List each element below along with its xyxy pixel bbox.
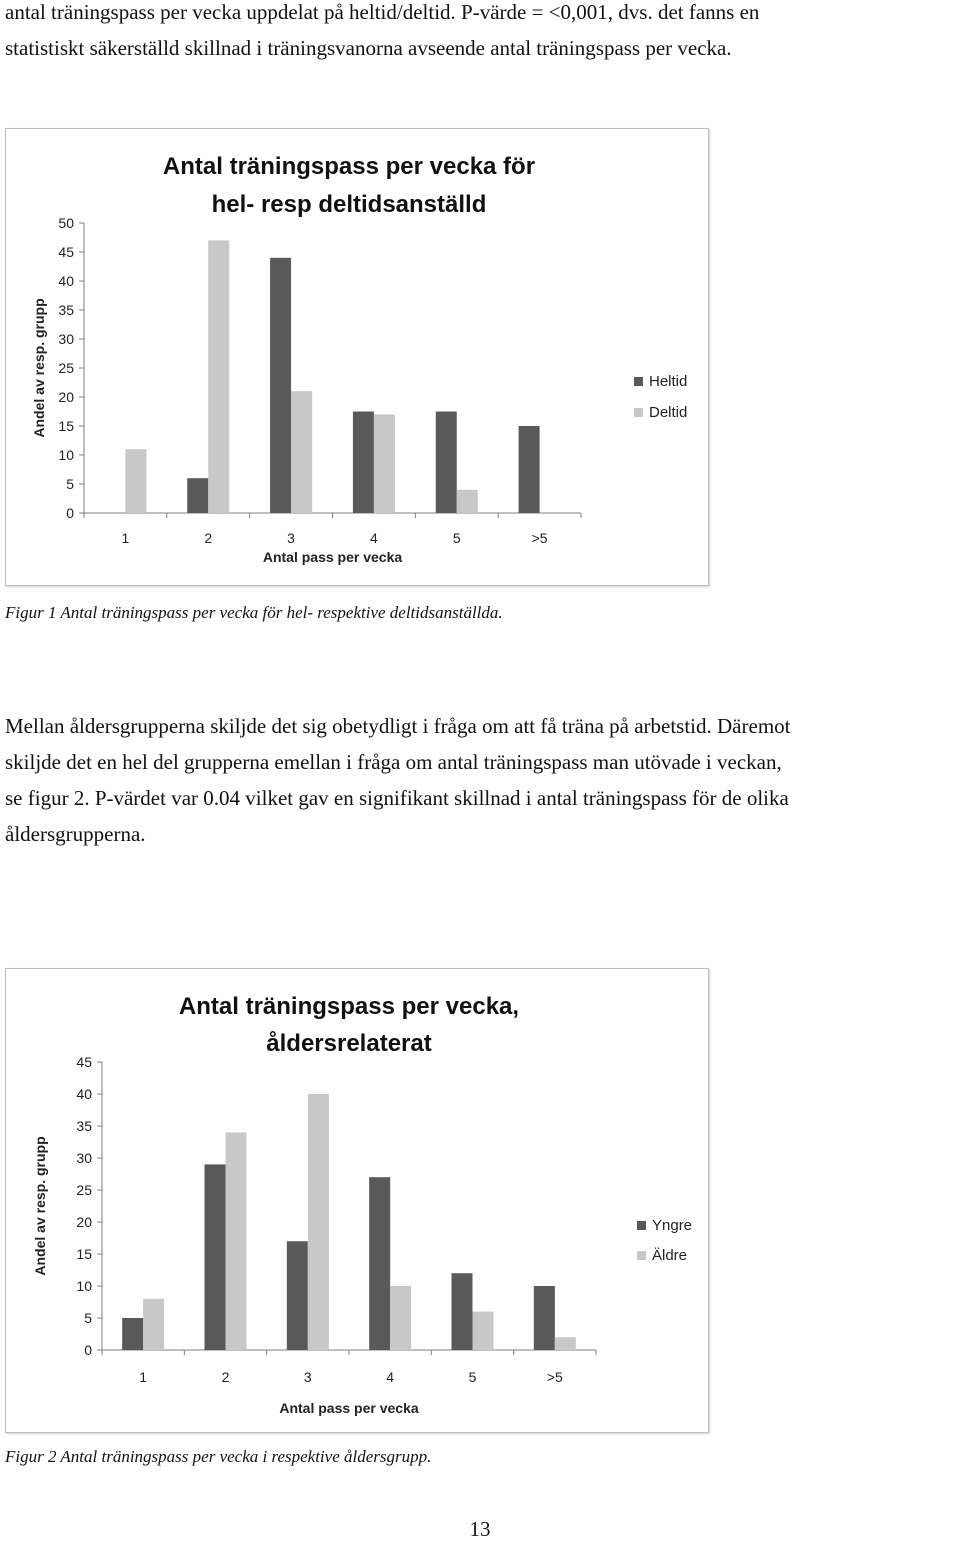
bar-yngre-1	[122, 1318, 143, 1350]
y-tick-label: 15	[76, 1246, 92, 1262]
y-tick-label: 40	[76, 1086, 92, 1102]
y-tick-label: 25	[76, 1182, 92, 1198]
y-tick-label: 25	[58, 360, 74, 376]
bar-äldre-3	[308, 1094, 329, 1350]
figure-2-caption: Figur 2 Antal träningspass per vecka i respektive åldersgrupp.	[5, 1447, 432, 1466]
chart-title-line-2: åldersrelaterat	[266, 1030, 432, 1057]
bar-äldre-4	[390, 1286, 411, 1350]
x-tick-label: 2	[204, 530, 213, 546]
y-tick-label: 50	[58, 215, 74, 231]
page-number: 13	[469, 1517, 491, 1541]
intro-line-1: antal träningspass per vecka uppdelat på heltid/deltid. P-värde = <0,001, dvs. det fanns en	[5, 0, 760, 24]
y-tick-label: 20	[58, 389, 74, 405]
intro-line-2: statistiskt säkerställd skillnad i träningsvanorna avseende antal träningspass per vecka.	[5, 36, 732, 60]
y-tick-label: 5	[84, 1310, 92, 1326]
bar-heltid-2	[187, 478, 208, 513]
bar-deltid-1	[125, 449, 146, 513]
bar-deltid-2	[208, 240, 229, 513]
legend-label-deltid: Deltid	[649, 404, 688, 421]
bar-yngre-5	[452, 1273, 473, 1350]
bar-deltid-5	[457, 490, 478, 513]
y-axis-title: Andel av resp. grupp	[32, 1136, 48, 1276]
x-tick-label: 1	[121, 530, 130, 546]
legend-swatch-yngre	[637, 1221, 646, 1230]
figure-1-chart-svg	[6, 129, 708, 585]
bar-yngre-3	[287, 1241, 308, 1350]
intro-paragraph	[5, 0, 960, 66]
y-axis-title: Andel av resp. grupp	[31, 298, 47, 438]
y-tick-label: 30	[76, 1150, 92, 1166]
bar-yngre-4	[369, 1177, 390, 1350]
body-line-2: skiljde det en hel del grupperna emellan i fråga om antal träningspass man utövade i veckan,	[5, 750, 782, 774]
chart-title-line-2: hel- resp deltidsanställd	[211, 191, 487, 218]
y-tick-label: 0	[66, 505, 74, 521]
bar-heltid-5	[436, 412, 457, 514]
bar-äldre-1	[143, 1299, 164, 1350]
x-axis-title: Antal pass per vecka	[279, 1400, 419, 1416]
bar-äldre-5	[473, 1312, 494, 1350]
x-tick-label: 3	[287, 530, 295, 546]
bar-deltid-4	[374, 414, 395, 513]
legend-swatch-deltid	[634, 408, 643, 417]
y-tick-label: 0	[84, 1342, 92, 1358]
y-tick-label: 10	[76, 1278, 92, 1294]
legend-swatch-äldre	[637, 1251, 646, 1260]
legend-label-äldre: Äldre	[652, 1247, 688, 1264]
y-tick-label: 45	[58, 244, 74, 260]
x-tick-label: >5	[546, 1369, 563, 1385]
y-tick-label: 30	[58, 331, 74, 347]
y-tick-label: 15	[58, 418, 74, 434]
chart-title-line-1: Antal träningspass per vecka för	[162, 153, 536, 180]
bar-heltid-4	[353, 412, 374, 514]
x-tick-label: >5	[531, 530, 548, 546]
x-tick-label: 1	[139, 1369, 148, 1385]
x-axis-title: Antal pass per vecka	[262, 549, 403, 565]
bar-äldre-6	[555, 1337, 576, 1350]
y-tick-label: 5	[66, 476, 74, 492]
x-tick-label: 2	[221, 1369, 230, 1385]
x-tick-label: 5	[468, 1369, 477, 1385]
y-tick-label: 10	[58, 447, 74, 463]
bar-deltid-3	[291, 391, 312, 513]
y-tick-label: 20	[76, 1214, 92, 1230]
figure-1-chart	[5, 128, 709, 586]
bar-äldre-2	[226, 1132, 247, 1350]
bar-heltid-6	[519, 426, 540, 513]
y-tick-label: 45	[76, 1054, 92, 1070]
body-line-3: se figur 2. P-värdet var 0.04 vilket gav en signifikant skillnad i antal träningspass för de olika	[5, 786, 789, 810]
bar-yngre-2	[205, 1164, 226, 1350]
bar-heltid-3	[270, 258, 291, 513]
x-tick-label: 4	[386, 1369, 395, 1385]
chart-title-line-1: Antal träningspass per vecka,	[178, 993, 520, 1020]
y-tick-label: 35	[58, 302, 74, 318]
y-tick-label: 40	[58, 273, 74, 289]
body-line-1: Mellan åldersgrupperna skiljde det sig obetydligt i fråga om att få träna på arbetstid. Däremot	[5, 714, 791, 738]
bar-yngre-6	[534, 1286, 555, 1350]
figure-1-caption: Figur 1 Antal träningspass per vecka för hel- respektive deltidsanställda.	[5, 603, 503, 622]
x-tick-label: 4	[370, 530, 378, 546]
y-tick-label: 35	[76, 1118, 92, 1134]
legend-label-yngre: Yngre	[652, 1217, 693, 1234]
body-line-4: åldersgrupperna.	[5, 822, 146, 846]
x-tick-label: 5	[452, 530, 461, 546]
body-paragraph	[5, 708, 960, 852]
x-tick-label: 3	[303, 1369, 312, 1385]
legend-label-heltid: Heltid	[649, 373, 688, 390]
legend-swatch-heltid	[634, 377, 643, 386]
figure-2-chart-svg	[6, 969, 708, 1432]
figure-2-chart	[5, 968, 709, 1433]
